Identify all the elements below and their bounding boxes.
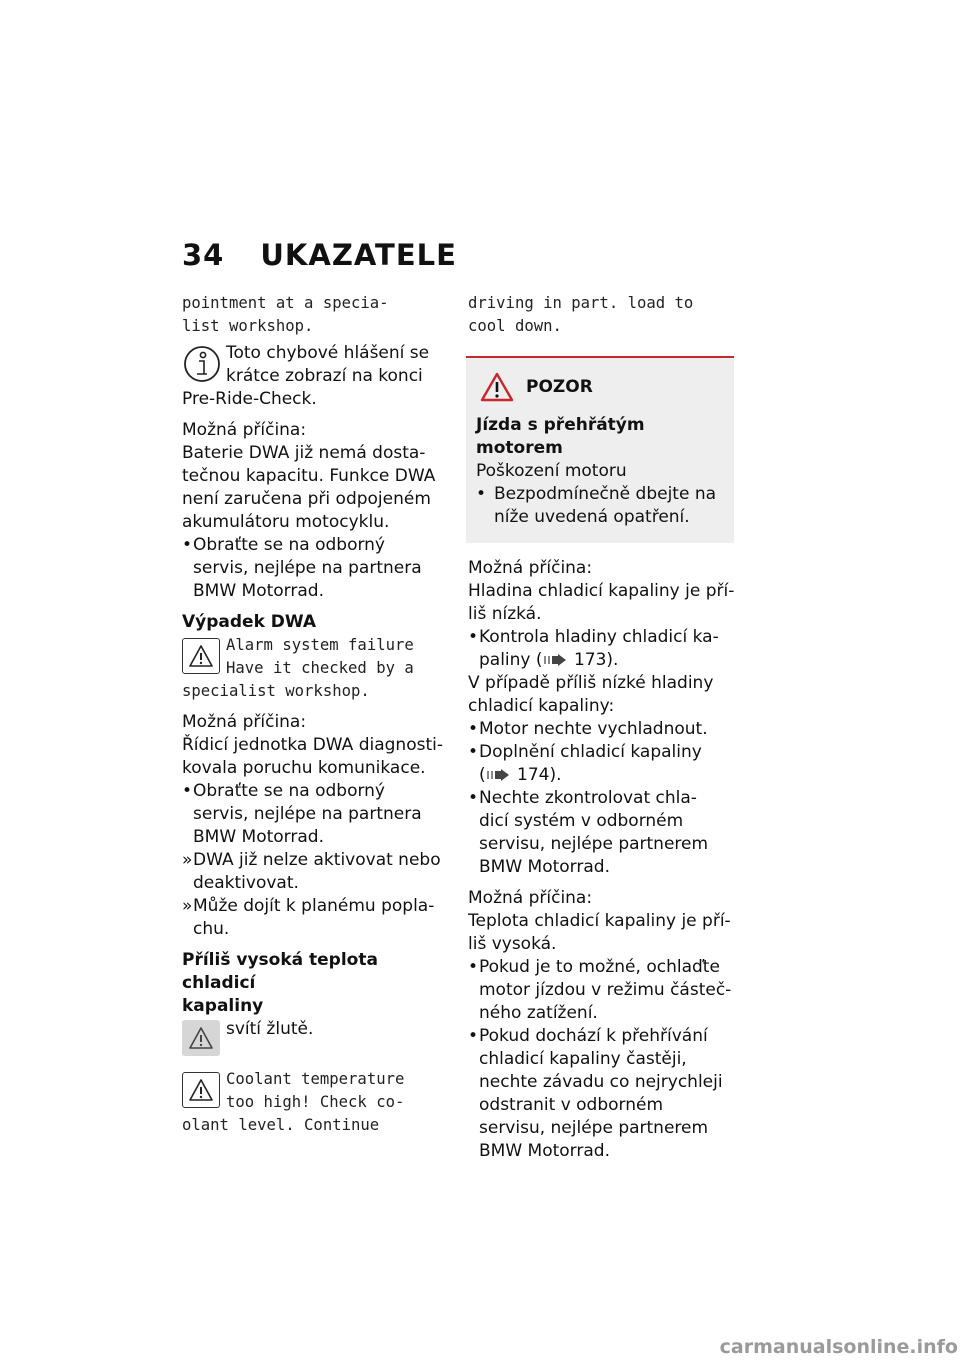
chapter-title: UKAZATELE [260, 238, 457, 272]
display-message-cont: pointment at a specia- list workshop. [182, 294, 389, 335]
list-item: • Bezpodmínečně dbejte na níže uvedená opatření. [476, 484, 717, 527]
dwa-display-message: Alarm system failure Have it checked by a specialist workshop. [182, 636, 414, 700]
section-heading: Výpadek DWA [182, 612, 317, 632]
caution-icon [480, 372, 514, 402]
warning-heading: Jízda s přehřátým motorem [476, 415, 645, 458]
warning-title: POZOR [526, 376, 593, 397]
info-note: Toto chybové hlášení se krátce zobrazí na konci Pre-Ride-Check. [182, 343, 430, 409]
right-column: driving in part. load to cool down. POZOR Jízda s přehřátým motorem Poškození motoru • Bezpodmínečně dbejte na níže uvedená opatření. Možná příčina: Hladina chladicí kapaliny je pří- liš nízká. • Kontrola hladiny chladicí ka- paliny ( 173). V případě příliš nízké hladiny chladicí kapaliny: • Motor nechte vychladnout. • Doplnění chladicí kapaliny ( 174). • Nechte zkontrolovat chla- dicí systém v odborném servisu, nejlépe partnerem BMW Motorrad. Možná příčina: Teplota chladicí kapaliny je pří- liš vysoká. • Pokud je to možné, ochlaďte motor jízdou v režimu částeč- ného zatížení. • Pokud dochází k přehřívání chladicí kapaliny častěji, nechte závadu co nejrychleji odstranit v odborném servisu, nejlépe partnerem BMW Motorrad. [468, 294, 735, 1161]
list-item: • Doplnění chladicí kapaliny ( 174). [468, 742, 702, 785]
watermark: carmanualsonline.info [719, 1336, 958, 1358]
left-column: pointment at a specia- list workshop. Toto chybové hlášení se krátce zobrazí na konci Pre-Ride-Check. Možná příčina: Baterie DWA již nemá dosta- tečnou kapacitu. Funkce DWA není zaručena při odpojeném akumulátoru motocyklu. • Obraťte se na odborný servis, nejlépe na partnera BMW Motorrad. Výpadek DWA Alarm system failure Have it checked by a specialist workshop. Možná příčina: Řídicí jednotka DWA diagnosti- kovala poruchu komunikace. • Obraťte se na odborný servis, nejlépe na partnera BMW Motorrad. » DWA již nelze aktivovat nebo deaktivovat. » Může dojít k planému popla- chu. Příliš vysoká teplota chladicí kapaliny svítí žlutě. Coolant temperature too high! Check co- olant level. Continue [182, 292, 450, 1137]
page-header [182, 238, 457, 278]
cause-label: Možná příčina: [468, 888, 593, 908]
coolant-display-message: Coolant temperature too high! Check co- olant level. Continue [182, 1070, 405, 1134]
cause-label: Možná příčina: [468, 558, 593, 578]
list-item: • Obraťte se na odborný servis, nejlépe na partnera BMW Motorrad. [182, 535, 422, 601]
coolant-indicator: svítí žlutě. [182, 1018, 450, 1064]
warning-light-icon [182, 1020, 220, 1056]
warning-icon [182, 1072, 220, 1108]
cause-label: Možná příčina: [182, 712, 307, 732]
list-item: • Nechte zkontrolovat chla- dicí systém v odborném servisu, nejlépe partnerem BMW Motorrad. [468, 788, 709, 877]
list-item: • Obraťte se na odborný servis, nejlépe na partnera BMW Motorrad. [182, 781, 422, 847]
display-message-cont: driving in part. load to cool down. [468, 294, 694, 335]
section-heading: Příliš vysoká teplota chladicí kapaliny [182, 950, 378, 1016]
list-item: • Pokud dochází k přehřívání chladicí kapaliny častěji, nechte závadu co nejrychleji odstranit v odborném servisu, nejlépe partnerem BMW Motorrad. [468, 1026, 723, 1161]
result-item: » DWA již nelze aktivovat nebo deaktivovat. [182, 850, 441, 893]
result-item: » Může dojít k planému popla- chu. [182, 896, 435, 939]
warning-box: POZOR Jízda s přehřátým motorem Poškození motoru • Bezpodmínečně dbejte na níže uvedená opatření. [466, 356, 734, 543]
info-icon [182, 344, 222, 384]
list-item: • Motor nechte vychladnout. [468, 719, 708, 739]
warning-icon [182, 638, 220, 674]
page-ref-arrow-icon [543, 653, 569, 667]
page-ref-arrow-icon [486, 768, 512, 782]
cause-label: Možná příčina: [182, 420, 307, 440]
list-item: • Kontrola hladiny chladicí ka- paliny ( 173). [468, 627, 719, 670]
page-number: 34 [182, 238, 225, 272]
list-item: • Pokud je to možné, ochlaďte motor jízdou v režimu částeč- ného zatížení. [468, 957, 732, 1023]
page-ref[interactable]: 174 [517, 765, 550, 785]
page-ref[interactable]: 173 [573, 650, 607, 670]
